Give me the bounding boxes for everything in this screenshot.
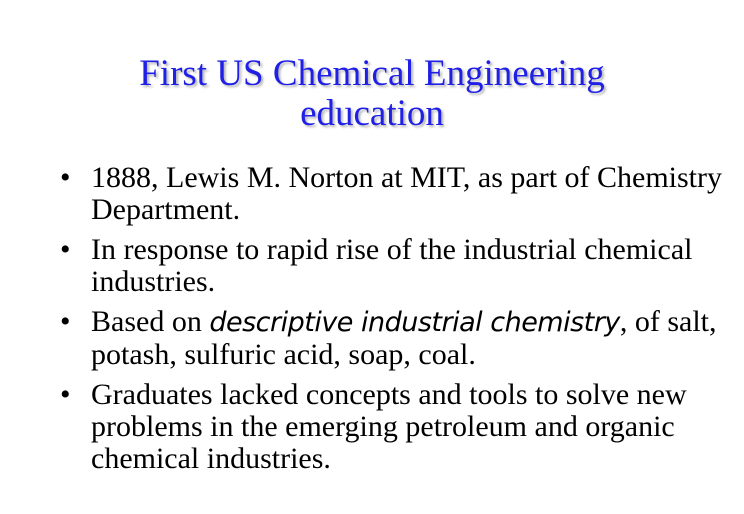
bullet-text [91,306,736,371]
bullet-text-prefix: Based on [91,305,210,338]
bullet-marker: • [60,233,71,266]
title-line-1: First US Chemical Engineering [139,53,605,94]
bullet-item [56,162,736,226]
bullet-marker: • [60,305,71,338]
bullet-text-suffix: , of salt, potash, sulfuric acid, soap, coal. [91,305,717,371]
bullet-marker: • [60,378,71,411]
bullet-text: 1888, Lewis M. Norton at MIT, as part of Chemistry Department. [91,161,723,226]
slide-title [0,54,744,134]
bullet-text: Graduates lacked concepts and tools to solve new problems in the emerging petroleum and organic chemical industries. [91,378,687,475]
bullet-item [56,234,736,298]
bullet-marker: • [60,161,71,194]
bullet-item [56,379,736,475]
bullet-text-italic: descriptive industrial chemistry [209,307,620,338]
bullet-item [56,306,736,371]
bullet-list [56,162,736,483]
title-line-2: education [300,93,444,134]
bullet-text: In response to rapid rise of the industrial chemical industries. [91,233,693,298]
